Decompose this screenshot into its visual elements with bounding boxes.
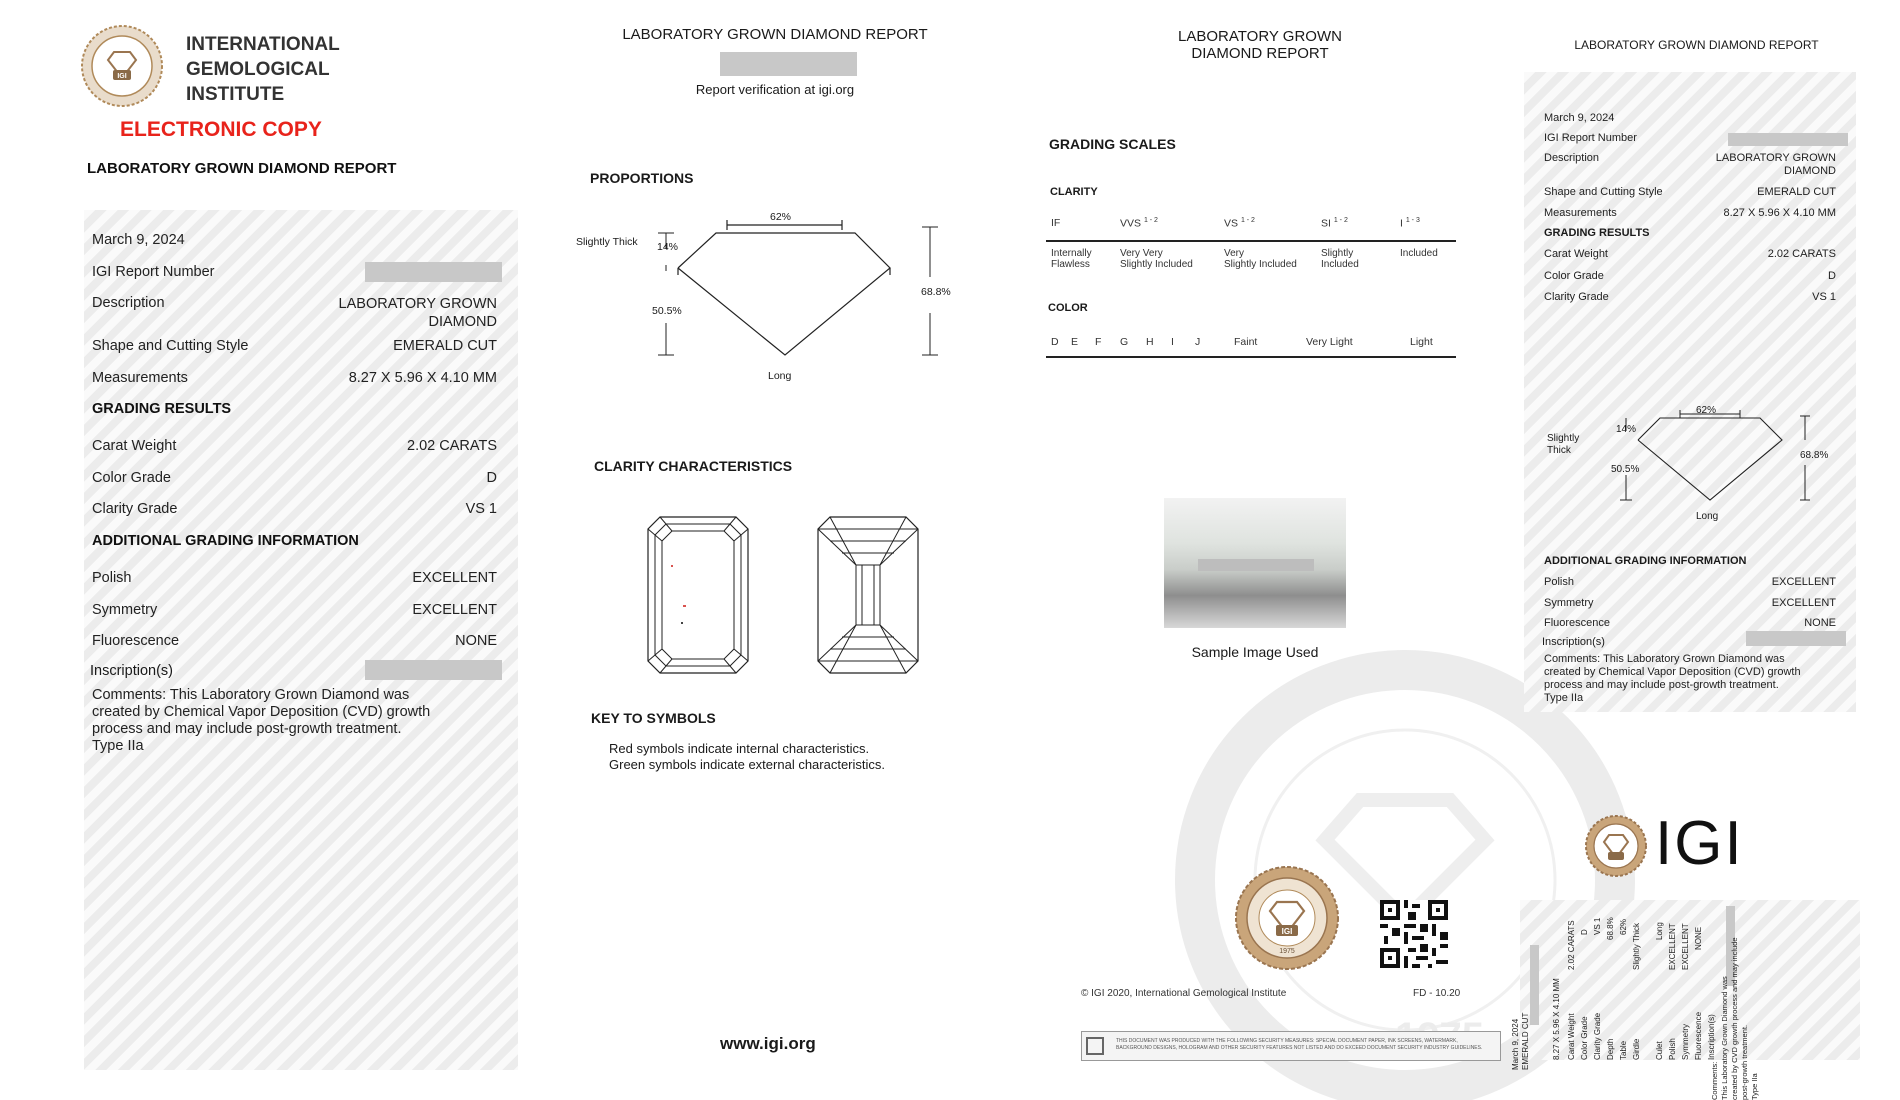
field-label: Shape and Cutting Style (1544, 186, 1663, 198)
field-label: Description (1544, 152, 1600, 164)
svg-text:IGI: IGI (1281, 927, 1293, 936)
org-name: INTERNATIONAL GEMOLOGICAL INSTITUTE (186, 34, 340, 105)
inclusion-mark (683, 605, 686, 607)
stub-column: Table (1619, 1040, 1628, 1060)
field-label: Symmetry (92, 602, 158, 618)
website-link[interactable]: www.igi.org (720, 1034, 816, 1053)
key-to-symbols-text: Red symbols indicate internal characteristics. Green symbols indicate external characteristics. (609, 741, 886, 772)
field-label: Measurements (1544, 207, 1617, 219)
stub-value: 62% (1619, 918, 1628, 935)
stub-value: D (1580, 929, 1589, 935)
igi-logo-text: IGI (1655, 809, 1744, 878)
field-value: EXCELLENT (1771, 597, 1836, 609)
field-label: Description (92, 295, 165, 311)
field-value: LABORATORY GROWN DIAMOND (1715, 152, 1836, 177)
pavilion-plot-diagram (816, 515, 920, 675)
field-label: Fluorescence (92, 633, 180, 649)
grading-results-heading: GRADING RESULTS (1544, 227, 1650, 239)
stub-column: Inscription(s) (1707, 1014, 1716, 1060)
pavilion-percent: 50.5% (652, 305, 682, 317)
field-value: EXCELLENT (412, 570, 497, 586)
redacted-report-number (365, 262, 502, 282)
depth-percent: 68.8% (921, 286, 951, 298)
field-label: Polish (1544, 576, 1574, 588)
clarity-description: Very Very Slightly Included (1120, 248, 1193, 270)
clarity-scale-heading: CLARITY (1050, 186, 1098, 198)
field-label: Symmetry (1544, 597, 1594, 609)
field-value: 8.27 X 5.96 X 4.10 MM (348, 370, 497, 386)
field-label: Clarity Grade (92, 501, 178, 517)
color-word: Very Light (1306, 336, 1353, 348)
qr-code[interactable] (1380, 900, 1448, 968)
comments: Comments: This Laboratory Grown Diamond was created by Chemical Vapor Deposition (CVD) growth process and may include post-growth treatment. Type IIa (1544, 653, 1801, 704)
key-to-symbols-heading: KEY TO SYMBOLS (591, 710, 716, 726)
redacted-report-number (720, 52, 857, 76)
field-label: Clarity Grade (1544, 291, 1609, 303)
color-letter: I (1171, 336, 1174, 348)
crown-plot-diagram (646, 515, 750, 675)
proportions-diagram-small (1600, 400, 1830, 510)
stub-comments: Comments: This Laboratory Grown Diamond was created by CVD growth process and may include post-growth treatment. Type IIa (1710, 937, 1759, 1100)
field-value: EXCELLENT (1771, 576, 1836, 588)
report-title: LABORATORY GROWN DIAMOND REPORT (87, 160, 397, 177)
report-date: March 9, 2024 (1544, 112, 1615, 124)
stub-value: Long (1655, 922, 1664, 940)
field-label: IGI Report Number (1544, 132, 1637, 144)
field-value: D (486, 470, 497, 486)
color-letter: H (1146, 336, 1154, 348)
color-letter: D (1051, 336, 1059, 348)
proportions-heading: PROPORTIONS (590, 170, 694, 186)
color-letter: F (1095, 336, 1102, 348)
grading-scales-heading: GRADING SCALES (1049, 136, 1176, 152)
field-label: Color Grade (1544, 270, 1604, 282)
panel2-title: LABORATORY GROWN DIAMOND REPORT (622, 26, 928, 43)
sample-image-caption: Sample Image Used (1191, 644, 1319, 660)
clarity-grade: VS $^{1 - 2}$ (1224, 217, 1255, 230)
field-value: VS 1 (1812, 291, 1836, 303)
stub-value: 68.8% (1606, 917, 1615, 940)
field-value: EMERALD CUT (393, 338, 497, 354)
stub-column: Culet (1655, 1041, 1664, 1060)
field-value: D (1828, 270, 1836, 282)
copyright-text: © IGI 2020, International Gemological Institute (1081, 988, 1287, 999)
redacted-report-number (1728, 133, 1848, 146)
color-letter: J (1195, 336, 1201, 348)
report-date: March 9, 2024 (92, 232, 185, 248)
stub-column: Carat Weight (1567, 1013, 1576, 1060)
stub-column: Polish (1668, 1038, 1677, 1060)
additional-info-heading: ADDITIONAL GRADING INFORMATION (1544, 555, 1747, 567)
inclusion-mark (671, 565, 673, 567)
redacted-photo-label (1198, 559, 1314, 571)
field-label: Polish (92, 570, 132, 586)
field-label: IGI Report Number (92, 264, 215, 280)
form-code: FD - 10.20 (1413, 988, 1461, 999)
proportions-diagram (570, 205, 960, 395)
stub-column: March 9, 2024 EMERALD CUT (1511, 1012, 1530, 1070)
girdle-label: Slightly Thick (576, 236, 638, 248)
field-label: Carat Weight (1544, 248, 1608, 260)
field-value: VS 1 (465, 501, 497, 517)
field-value: LABORATORY GROWN DIAMOND (338, 296, 497, 330)
clarity-description: Very Slightly Included (1224, 248, 1297, 270)
additional-info-heading: ADDITIONAL GRADING INFORMATION (92, 533, 359, 549)
stub-column: Girdle (1632, 1038, 1641, 1060)
redacted-inscription (1746, 631, 1846, 646)
panel3-title: LABORATORY GROWN DIAMOND REPORT (1178, 28, 1342, 62)
field-label: Measurements (92, 370, 188, 386)
scale-divider (1046, 356, 1456, 358)
description-row (1544, 152, 1836, 180)
stub-column: Fluorescence (1694, 1011, 1703, 1060)
stub-value: VS 1 (1593, 917, 1602, 935)
color-word: Faint (1234, 336, 1258, 348)
comments: Comments: This Laboratory Grown Diamond was created by Chemical Vapor Deposition (CVD) growth process and may include post-growth treatment. Type IIa (92, 687, 431, 754)
color-scale-heading: COLOR (1048, 302, 1088, 314)
field-value: 2.02 CARATS (1767, 248, 1836, 260)
clarity-description: Internally Flawless (1051, 248, 1092, 270)
field-label: Color Grade (92, 470, 171, 486)
clarity-grade: IF (1051, 217, 1061, 229)
girdle-label: Slightly Thick (1547, 433, 1580, 456)
security-notice: THIS DOCUMENT WAS PRODUCED WITH THE FOLLOWING SECURITY MEASURES: SPECIAL DOCUMENT PAPER, INK SCREENS, WATERMARK, BACKGROUND DESIGNS, HOLOGRAM AND OTHER SECURITY FEATURES NOT LISTED AND DO EXCEED DOCUMENT SECURITY INDUSTRY GUIDELINES. (1081, 1031, 1501, 1061)
igi-seal-icon (80, 24, 164, 108)
clarity-grade: VVS $^{1 - 2}$ (1120, 217, 1158, 230)
field-label: Carat Weight (92, 438, 177, 454)
stub-value: 2.02 CARATS (1567, 920, 1576, 970)
inscription-label: Inscription(s) (90, 663, 173, 679)
grading-results-heading: GRADING RESULTS (92, 401, 232, 417)
inclusion-mark (681, 622, 683, 624)
field-value: EXCELLENT (412, 602, 497, 618)
field-label: Fluorescence (1544, 617, 1611, 629)
panel4-title: LABORATORY GROWN DIAMOND REPORT (1574, 38, 1819, 52)
pavilion-percent: 50.5% (1611, 464, 1640, 475)
clarity-description: Included (1400, 248, 1438, 259)
field-value: NONE (455, 633, 497, 649)
culet-label: Long (1696, 511, 1719, 522)
field-value: EMERALD CUT (1757, 186, 1836, 198)
stub-column: Symmetry (1681, 1024, 1690, 1060)
redacted-stub-number (1530, 945, 1539, 1025)
igi-seal-icon (1234, 865, 1340, 971)
redacted-inscription (365, 660, 502, 680)
stub-column: Clarity Grade (1593, 1012, 1602, 1060)
depth-percent: 68.8% (1800, 450, 1829, 461)
stub-column: Depth (1606, 1038, 1615, 1060)
crown-percent: 14% (1616, 424, 1637, 435)
verification-text: Report verification at igi.org (695, 82, 855, 97)
clarity-description: Slightly Included (1321, 248, 1359, 270)
field-value: 8.27 X 5.96 X 4.10 MM (1723, 207, 1836, 219)
stub-value: EXCELLENT (1681, 923, 1690, 970)
field-label: Shape and Cutting Style (92, 338, 249, 354)
svg-text:1975: 1975 (1279, 948, 1295, 955)
color-letter: G (1120, 336, 1129, 348)
table-percent: 62% (770, 211, 792, 223)
scale-divider (1046, 240, 1456, 242)
svg-text:IGI: IGI (117, 73, 127, 80)
igi-seal-icon (1584, 814, 1648, 878)
stub-column: 8.27 X 5.96 X 4.10 MM (1552, 978, 1561, 1060)
inscription-label: Inscription(s) (1542, 636, 1605, 648)
color-word: Light (1410, 336, 1433, 348)
lock-icon (1086, 1037, 1104, 1055)
description-row (92, 295, 497, 331)
table-percent: 62% (1696, 405, 1717, 416)
crown-percent: 14% (657, 241, 679, 253)
culet-label: Long (768, 370, 792, 382)
electronic-copy-label: ELECTRONIC COPY (120, 118, 322, 141)
stub-value: EXCELLENT (1668, 923, 1677, 970)
color-letter: E (1071, 336, 1079, 348)
clarity-grade: I $^{1 - 3}$ (1400, 217, 1420, 230)
field-value: 2.02 CARATS (407, 438, 497, 454)
clarity-characteristics-heading: CLARITY CHARACTERISTICS (594, 458, 793, 474)
clarity-grade: SI $^{1 - 2}$ (1321, 217, 1348, 230)
stub-value: Slightly Thick (1632, 923, 1641, 970)
stub-value: NONE (1694, 926, 1703, 950)
field-value: NONE (1804, 617, 1836, 629)
stub-column: Color Grade (1580, 1016, 1589, 1060)
